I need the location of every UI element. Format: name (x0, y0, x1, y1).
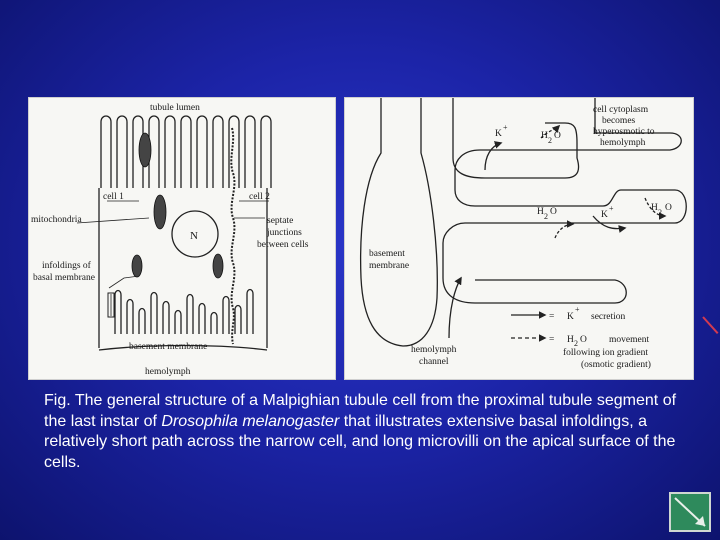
svg-text:2: 2 (544, 212, 548, 221)
label-junctions: junctions (267, 228, 302, 238)
svg-text:K: K (495, 129, 502, 139)
microvillus (117, 116, 127, 188)
cell-structure-diagram (28, 97, 336, 380)
water-label-2 (537, 207, 557, 221)
microvillus (101, 116, 111, 188)
label-basement-membrane: basement membrane (129, 342, 208, 352)
svg-text:K: K (567, 312, 574, 322)
water-label-3 (651, 203, 672, 217)
water-label-1 (541, 131, 561, 145)
infolding (187, 295, 193, 335)
infolding (163, 302, 169, 335)
septate-junction (231, 128, 234, 344)
microvilli (101, 116, 271, 188)
svg-text:+: + (609, 204, 614, 213)
label-tubule-lumen: tubule lumen (150, 103, 200, 113)
label-nucleus: N (190, 230, 198, 242)
svg-text:movement: movement (609, 335, 650, 345)
label-hemolymph-channel-2: channel (419, 357, 449, 367)
cell-structure-svg (29, 98, 335, 379)
legend-following: following ion gradient (563, 348, 648, 358)
svg-text:H: H (567, 335, 574, 345)
infolding (211, 313, 217, 335)
label-mitochondria: mitochondria (31, 215, 82, 225)
label-cytoplasm-2: becomes (602, 116, 636, 126)
microvillus (165, 116, 175, 188)
microvillus (197, 116, 207, 188)
svg-text:2: 2 (658, 208, 662, 217)
caption-text-1: Fig. The general structure of a Malpighian tubule cell from the proximal tubule segment of the last instar of (44, 392, 677, 430)
k-ion-label-1 (495, 123, 508, 139)
label-hemolymph: hemolymph (145, 367, 191, 377)
svg-text:O: O (665, 203, 672, 213)
infolding (115, 291, 121, 335)
legend-water-movement (549, 335, 649, 348)
infolding (151, 293, 157, 335)
label-membrane: membrane (369, 261, 410, 271)
svg-text:H: H (541, 131, 548, 141)
infolding (247, 290, 253, 335)
legend-secretion (549, 305, 626, 322)
diagonal-arrow-icon (671, 494, 709, 530)
label-septate: septate (267, 216, 294, 226)
svg-text:=: = (549, 312, 555, 322)
svg-text:H: H (537, 207, 544, 217)
ion-movement-svg (345, 98, 693, 379)
label-cell-2: cell 2 (249, 192, 270, 202)
legend-osmotic: (osmotic gradient) (581, 360, 651, 370)
mitochondrion (213, 254, 223, 278)
microvillus (245, 116, 255, 188)
caption-species: Drosophila melanogaster (161, 412, 340, 430)
label-infoldings-1: infoldings of (42, 261, 91, 271)
microvillus (181, 116, 191, 188)
basement-membrane-outline (361, 98, 438, 346)
label-cell-1: cell 1 (103, 192, 124, 202)
figure-caption (44, 391, 680, 473)
label-basement: basement (369, 249, 405, 259)
label-infoldings-2: basal membrane (33, 273, 95, 283)
label-between-cells: between cells (257, 240, 309, 250)
ion-movement-diagram (344, 97, 694, 380)
svg-text:H: H (651, 203, 658, 213)
infolding (127, 300, 133, 335)
label-cytoplasm-4: hemolymph (600, 138, 646, 148)
mitochondrion (154, 195, 166, 229)
caption-text-2: that illustrates extensive basal infoldings, a relatively short path across the narrow cell, and long microvilli on the apical surface of the cells. (44, 412, 676, 471)
label-cytoplasm-1: cell cytoplasm (593, 105, 649, 115)
svg-text:K: K (601, 210, 608, 220)
infolding (235, 306, 241, 335)
svg-text:+: + (503, 123, 508, 132)
svg-text:O: O (580, 335, 587, 345)
microvillus (213, 116, 223, 188)
svg-text:O: O (550, 207, 557, 217)
svg-text:2: 2 (574, 339, 578, 348)
label-hemolymph-channel-1: hemolymph (411, 345, 457, 355)
mitochondrion (132, 255, 142, 277)
microvillus (261, 116, 271, 188)
svg-text:=: = (549, 335, 555, 345)
infolding (139, 309, 145, 335)
secretion-arrows (449, 126, 665, 338)
mitochondrion (139, 133, 151, 167)
infolding (223, 297, 229, 335)
svg-text:secretion: secretion (591, 312, 626, 322)
svg-text:+: + (575, 305, 580, 314)
svg-text:2: 2 (548, 136, 552, 145)
infolding (175, 311, 181, 335)
infolding (199, 304, 205, 335)
decorative-line (702, 316, 718, 334)
next-slide-button[interactable] (669, 492, 711, 532)
label-cytoplasm-3: hyperosmotic to (593, 127, 655, 137)
svg-text:O: O (554, 131, 561, 141)
